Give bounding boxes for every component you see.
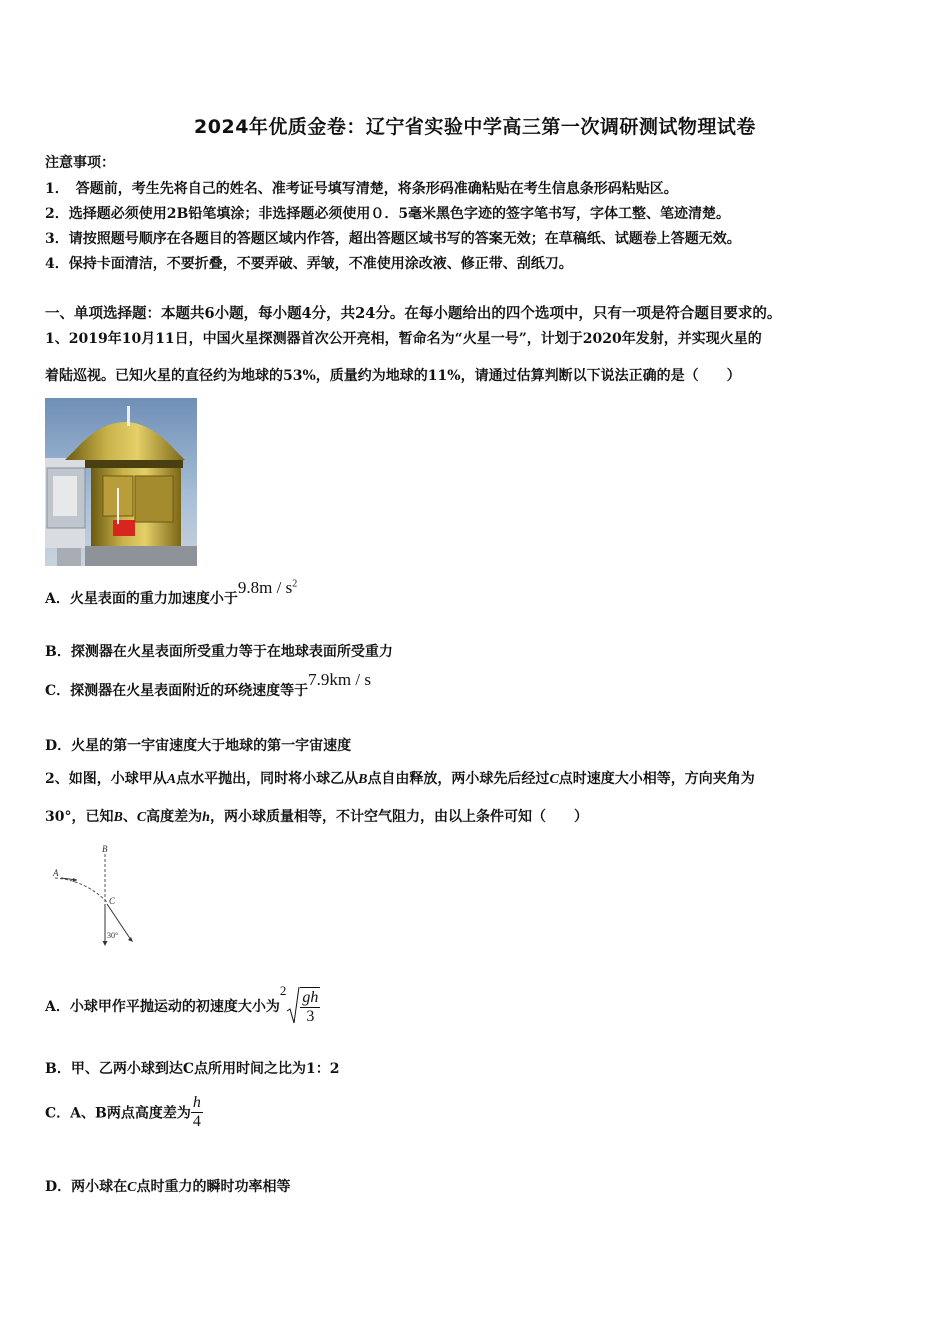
q2-stem-text-5: 30°，已知 (45, 809, 114, 825)
q2-stem-text-7: 高度差为 (146, 809, 203, 825)
projectile-diagram (45, 840, 145, 950)
q2-option-a-fraction (300, 987, 320, 1026)
q1-option-c-text: C．探测器在火星表面附近的环绕速度等于 (45, 683, 309, 699)
q2-stem-line1 (45, 768, 755, 788)
q2-stem-text-2: 点水平抛出，同时将小球乙从 (176, 771, 359, 787)
q2-option-d[interactable] (45, 1176, 290, 1196)
notice-item-4: 4．保持卡面清洁，不要折叠，不要弄破、弄皱，不准使用涂改液、修正带、刮纸刀。 (45, 256, 573, 272)
q1-option-d[interactable]: D．火星的第一宇宙速度大于地球的第一宇宙速度 (45, 738, 352, 754)
q1-option-a-exponent: 2 (292, 578, 298, 590)
diagram-label-c: C (109, 896, 116, 906)
q2-stem-line2 (45, 806, 588, 826)
q1-option-c[interactable] (45, 670, 371, 700)
notice-item-2: 2．选择题必须使用2B铅笔填涂；非选择题必须使用０．5毫米黑色字迹的签字笔书写，字体工整、笔迹清楚。 (45, 206, 731, 222)
notice-heading: 注意事项： (45, 155, 115, 171)
q1-option-a-math (238, 578, 297, 597)
q1-option-b[interactable]: B．探测器在火星表面所受重力等于在地球表面所受重力 (45, 644, 393, 660)
q2-stem-text-1: 2、如图，小球甲从 (45, 771, 167, 787)
q2-var-b-2: B (113, 810, 123, 825)
q2-stem-text-8: ，两小球质量相等，不计空气阻力，由以上条件可知（ ） (209, 809, 588, 825)
section-heading: 一、单项选择题：本题共6小题，每小题4分，共24分。在每小题给出的四个选项中，只有一项是符合题目要求的。 (45, 305, 782, 322)
notice-item-3: 3．请按照题号顺序在各题目的答题区域内作答，超出答题区域书写的答案无效；在草稿纸、试题卷上答题无效。 (45, 231, 741, 247)
diagram-label-b: B (102, 844, 108, 854)
q2-option-d-text-1: D．两小球在 (45, 1179, 128, 1195)
q2-stem-text-3: 点自由释放，两小球先后经过 (367, 771, 550, 787)
notice-item-1: 1． 答题前，考生先将自己的姓名、准考证号填写清楚，将条形码准确粘贴在考生信息条形码粘贴区。 (45, 181, 678, 197)
q2-option-d-text-2: 点时重力的瞬时功率相等 (136, 1179, 291, 1195)
q2-option-d-var: C (127, 1180, 137, 1195)
diagram-label-a: A (53, 868, 59, 878)
q1-option-a-unit: 9.8m / s (237, 578, 293, 597)
q2-option-c-fraction (191, 1094, 203, 1131)
q2-stem-text-6: 、 (122, 809, 137, 825)
page-title: 2024年优质金卷：辽宁省实验中学高三第一次调研测试物理试卷 (194, 116, 756, 138)
q2-var-h: h (202, 810, 210, 825)
q2-option-a[interactable] (45, 985, 320, 1027)
q2-option-a-coef: 2 (279, 983, 287, 998)
q2-option-c-text: C．A、B两点高度差为 (45, 1105, 191, 1122)
sqrt-sign-icon (286, 985, 300, 1027)
q1-option-a[interactable] (45, 578, 298, 608)
q2-option-a-numerator: gh (302, 988, 319, 1006)
q2-option-a-text: A．小球甲作平抛运动的初速度大小为 (45, 999, 280, 1015)
q2-var-c: C (549, 772, 559, 787)
q2-option-c[interactable] (45, 1094, 203, 1131)
q1-stem-line2: 着陆巡视。已知火星的直径约为地球的53%，质量约为地球的11%，请通过估算判断以下说法正确的是（ ） (45, 368, 741, 384)
diagram-label-angle: 30° (107, 931, 119, 940)
q2-var-b: B (358, 772, 368, 787)
q2-option-b[interactable]: B．甲、乙两小球到达C点所用时间之比为1：2 (45, 1061, 340, 1077)
q2-var-a: A (166, 772, 177, 787)
q1-stem-line1: 1、2019年10月11日，中国火星探测器首次公开亮相，暂命名为“火星一号”，计划于2020年发射，并实现火星的 (45, 331, 762, 347)
q2-var-c-2: C (136, 810, 147, 825)
q2-option-c-numerator: h (192, 1094, 201, 1111)
mars-probe-photo (45, 398, 197, 566)
q1-option-c-math: 7.9km / s (308, 670, 371, 689)
q1-option-a-text: A．火星表面的重力加速度小于 (45, 591, 238, 607)
q2-stem-text-4: 点时速度大小相等，方向夹角为 (558, 771, 755, 787)
q2-option-a-denominator: 3 (306, 1007, 315, 1025)
q2-option-c-denominator: 4 (192, 1113, 201, 1130)
